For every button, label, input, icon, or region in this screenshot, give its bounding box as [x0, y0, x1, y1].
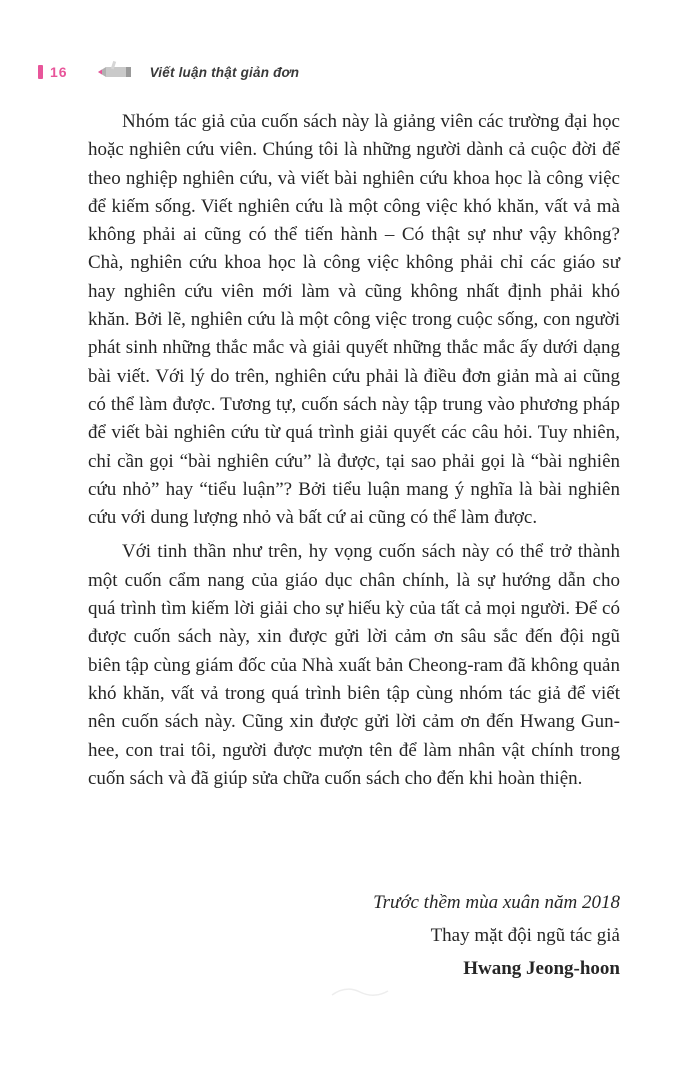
pencil-icon: [96, 59, 136, 85]
body-text-block: [88, 108, 620, 799]
page-number: 16: [50, 64, 68, 80]
paragraph-1: Nhóm tác giả của cuốn sách này là giảng viên các trường đại học hoặc nghiên cứu viên. Chúng tôi là những người dành cả cuộc đời để theo nghiệp nghiên cứu, và viết bài nghiên cứu khoa học là công việc để kiếm sống. Viết nghiên cứu là một công việc khó khăn, vất vả mà không phải ai cũng có thể tiến hành – Có thật sự như vậy không? Chà, nghiên cứu khoa học là công việc không phải chỉ các giáo sư hay nghiên cứu viên mới làm và cũng không nhất định phải khó khăn. Bởi lẽ, nghiên cứu là một công việc trong cuộc sống, con người phát sinh những thắc mắc và giải quyết những thắc mắc ấy dưới dạng bài viết. Với lý do trên, nghiên cứu phải là điều đơn giản mà ai cũng có thể làm được. Tương tự, cuốn sách này tập trung vào phương pháp để viết bài nghiên cứu từ quá trình giải quyết các câu hỏi. Tuy nhiên, chỉ cần gọi “bài nghiên cứu” là được, tại sao phải gọi là “bài nghiên cứu nhỏ” hay “tiểu luận”? Bởi tiểu luận mang ý nghĩa là bài nghiên cứu với dung lượng nhỏ và bất cứ ai cũng có thể làm được.: [88, 111, 620, 529]
signoff-date: Trước thềm mùa xuân năm 2018: [373, 892, 620, 913]
watermark-squiggle: [330, 985, 390, 1004]
signoff-author: Hwang Jeong-hoon: [463, 958, 620, 979]
running-head-title: Viết luận thật giản đơn: [149, 64, 300, 80]
accent-bar: [38, 65, 43, 79]
signoff-role: Thay mặt đội ngũ tác giả: [430, 925, 620, 946]
signoff-block: [88, 886, 620, 985]
page-header: [38, 58, 640, 86]
paragraph-2: Với tinh thần như trên, hy vọng cuốn sách này có thể trở thành một cuốn cẩm nang của giáo dục chân chính, là sự hướng dẫn cho quá trình tìm kiếm lời giải cho sự hiếu kỳ của tất cả mọi người. Để có được cuốn sách này, xin được gửi lời cảm ơn sâu sắc đến đội ngũ biên tập cùng giám đốc của Nhà xuất bản Cheong-ram đã không quản khó khăn, vất vả trong quá trình biên tập cùng nhóm tác giả để viết nên cuốn sách này. Cũng xin được gửi lời cảm ơn đến Hwang Gun-hee, con trai tôi, người được mượn tên để làm nhân vật chính trong cuốn sách và đã giúp sửa chữa cuốn sách cho đến khi hoàn thiện.: [88, 541, 620, 789]
